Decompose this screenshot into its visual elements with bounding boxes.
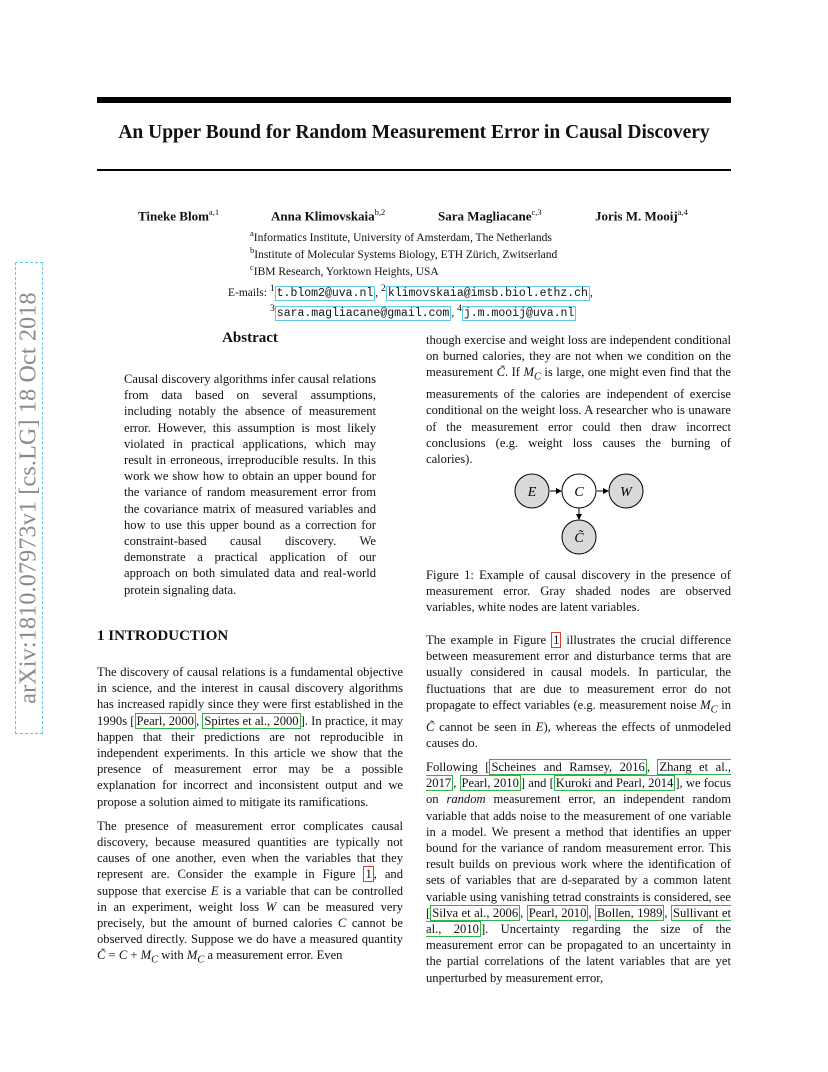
- citation-link[interactable]: Kuroki and Pearl, 2014: [555, 776, 674, 791]
- citation-link[interactable]: Pearl, 2010: [528, 905, 587, 920]
- causal-graph: [500, 470, 660, 555]
- citation-link[interactable]: Scheines and Ramsey, 2016: [491, 759, 645, 774]
- title-top-rule: [97, 97, 731, 103]
- emails-label: E-mails:: [228, 286, 267, 299]
- author-3: Sara Magliacane$^{c,3}$: [438, 207, 542, 224]
- author-1: Tineke Blom$^{a,1}$: [138, 207, 220, 224]
- node-c-label: C: [574, 485, 584, 500]
- citation-link[interactable]: Bollen, 1989: [597, 905, 663, 920]
- arxiv-stamp-text: arXiv:1810.07973v1 [cs.LG] 18 Oct 2018: [15, 292, 42, 704]
- affiliation-a: $^a$Informatics Institute, University of Amsterdam, The Netherlands: [250, 228, 552, 244]
- email-link-2[interactable]: klimovskaia@imsb.biol.ethz.ch: [387, 286, 588, 300]
- title-bottom-rule: [97, 169, 731, 171]
- section-heading-introduction: 1 INTRODUCTION: [97, 628, 229, 644]
- right-paragraph-2: The example in Figure 1 illustrates the crucial difference between measurement error and disturbance terms that are usually considered in causal models. In particular, the fluctuations that are due to measurement error do not propagate to effect variables (e.g. measurement noise $M_C$ in C̃ cannot be seen in E), whereas the effects of unmodeled causes do.: [426, 633, 731, 750]
- arxiv-stamp[interactable]: [15, 262, 43, 734]
- affiliation-b: $^b$Institute of Molecular Systems Biology, ETH Zürich, Zwitserland: [250, 245, 558, 261]
- email-link-3[interactable]: sara.magliacane@gmail.com: [276, 306, 450, 320]
- right-column-bottom: [426, 632, 731, 994]
- paper-title: An Upper Bound for Random Measurement Error in Causal Discovery: [118, 122, 710, 143]
- citation-link[interactable]: Pearl, 2000: [136, 713, 194, 728]
- causal-graph-figure: [500, 470, 660, 555]
- intro-paragraph-1: The discovery of causal relations is a fundamental objective in science, and the interest in causal discovery algorithms has increased rapidly since they were first established in the 1990s [ Pearl, 2000 , Spirtes et al., 2000 ]. In practice, it may happen that their predictions are not reproducible in independent experiments. In this article we show that the presence of measurement error may be a possible explanation for incorrect and inconsistent output and we propose a solution aimed to mitigate its ramifications.: [97, 665, 403, 809]
- author-2: Anna Klimovskaia$^{b,2}$: [271, 207, 386, 224]
- affiliation-c: $^c$IBM Research, Yorktown Heights, USA: [250, 262, 439, 278]
- abstract-heading: Abstract: [222, 330, 278, 346]
- right-paragraph-3: Following [ Scheines and Ramsey, 2016 , Zhang et al., 2017 , Pearl, 2010 ] and [ Kuroki and Pearl, 2014 ], we focus on random measurement error, an independent random variable that adds noise to the measurement of one variable in a model. We present a method that identifies an upper bound for the variance of random measurement error. This result builds on previous work where the identification of sets of variables that are d-separated by a common latent variable using vanishing tetrad constraints is considered, see [ Silva et al., 2006 , Pearl, 2010 , Bollen, 1989 , Sullivant et al., 2010 ]. Uncertainty regarding the size of the measurement error can be propagated to an uncertainty in the partial correlations of the latent variables that are yet unperturbed by measurement error,: [426, 759, 732, 985]
- citation-link[interactable]: Sullivant et al., 2010: [426, 905, 732, 936]
- right-paragraph-1: though exercise and weight loss are independent conditional on burned calories, they are not when we condition on the measurement C̃. If $M_C$ is large, one might even find that the measurements of the calories are independent of exercise conditional on the weight loss. A researcher who is unaware of the measurement error could then draw incorrect conclusions (e.g. weight loss causes the burning of calories).: [426, 333, 731, 466]
- emails-block: E-mails: $^1$ t.blom2@uva.nl , $^2$ klimovskaia@imsb.biol.ethz.ch , $^3$ sara.magliacane@gmail.com , $^4$ j.m.mooij@uva.nl: [228, 283, 593, 320]
- figure-caption: Figure 1: Example of causal discovery in the presence of measurement error. Gray shaded nodes are observed variables, white nodes are latent variables.: [426, 568, 731, 615]
- intro-paragraph-2: The presence of measurement error complicates causal discovery, because measured quantities are typically not causes of one another, even when the variables that they represent are. Consider the example in Figure 1 , and suppose that exercise E is a variable that can be controlled in an experiment, weight loss W can be measured very precisely, but the amount of burned calories C cannot be observed directly. Suppose we do have a measured quantity C̃ = $C + M_C$ with $M_C$ a measurement error. Even: [97, 818, 404, 966]
- node-w-label: W: [620, 485, 632, 500]
- node-c-tilde-label: C̃: [574, 531, 584, 546]
- node-e-label: E: [527, 485, 537, 500]
- email-link-4[interactable]: j.m.mooij@uva.nl: [463, 306, 575, 320]
- citation-link[interactable]: Zhang et al., 2017: [426, 759, 731, 791]
- abstract-text: Causal discovery algorithms infer causal relations from data based on several assumptions, including notably the absence of measurement error. However, this assumption is most likely violated in practical applications, which may result in erroneous, irreproducible results. In this work we show how to obtain an upper bound for the variance of random measurement error from the covariance matrix of measured variables and how to use this upper bound as a correction for constraint-based causal discovery. We demonstrate a practical application of our approach on both simulated data and real-world protein signaling data.: [124, 372, 376, 597]
- right-column-top: [426, 332, 731, 475]
- citation-link[interactable]: Pearl, 2010: [461, 776, 519, 791]
- email-link-1[interactable]: t.blom2@uva.nl: [276, 286, 374, 300]
- citation-link[interactable]: Silva et al., 2006: [432, 905, 519, 920]
- figure-ref-link[interactable]: 1: [365, 867, 372, 882]
- figure-ref-link[interactable]: 1: [553, 633, 560, 647]
- citation-link[interactable]: Spirtes et al., 2000: [204, 713, 299, 728]
- intro-left-column: [97, 664, 403, 977]
- author-4: Joris M. Mooij$^{a,4}$: [595, 207, 688, 224]
